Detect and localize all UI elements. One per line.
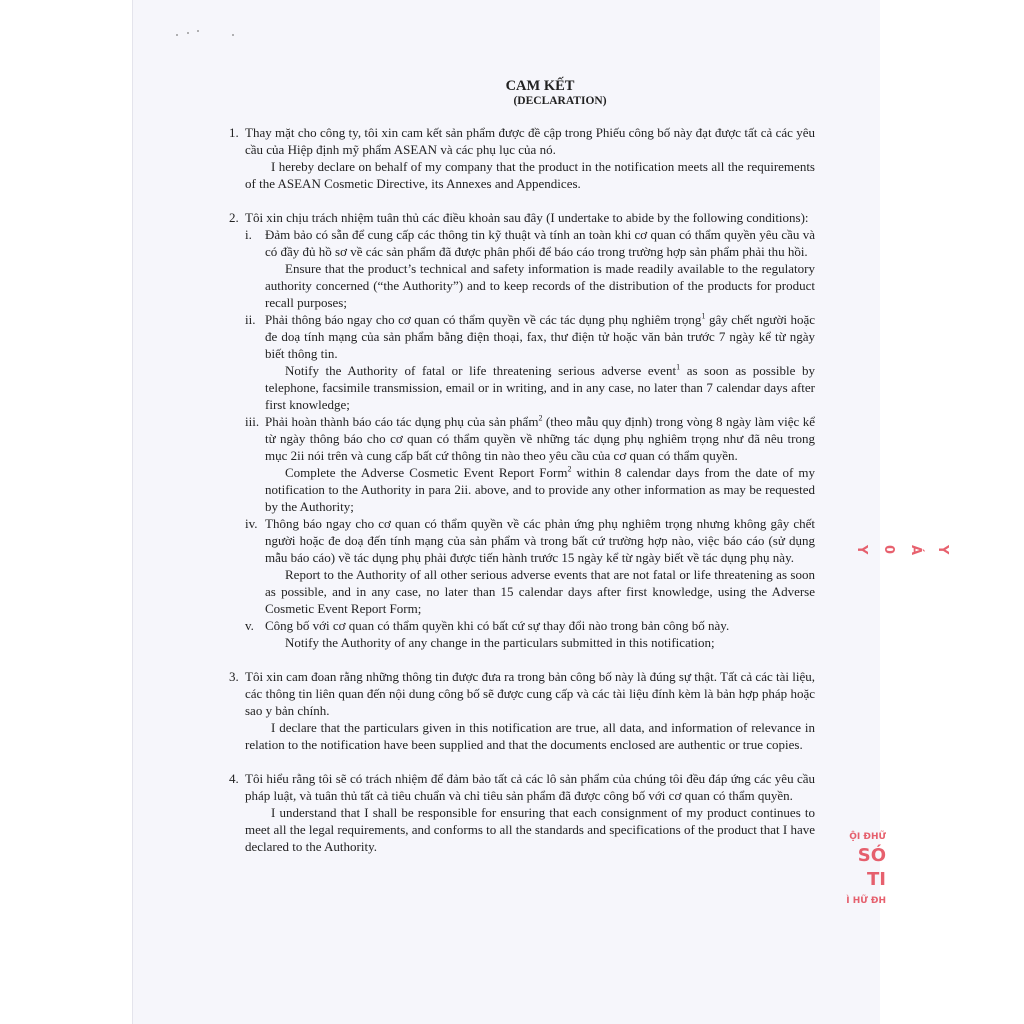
item-text-english: I hereby declare on behalf of my company that the product in the notification meets all the requirements of the ASEAN Cosmetic Directive, its Annexes and Appendices. [245, 159, 815, 191]
condition-text-vietnamese: Công bố với cơ quan có thẩm quyền khi có bất cứ sự thay đổi nào trong bản công bố này. [265, 618, 730, 633]
condition-numeral: i. [245, 227, 252, 242]
condition-text-vietnamese: Phải hoàn thành báo cáo tác dụng phụ của sản phẩm$^2$ (theo mẫu quy định) trong vòng 8 ngày làm việc kể từ ngày thông báo cho cơ quan có thẩm quyền về những tác dụng phụ nghiêm trọng như đã nêu trong mục 2ii nói trên và cung cấp bất cứ thông tin nào theo yêu cầu của cơ quan có thẩm quyền. [265, 413, 815, 463]
scan-speck [232, 34, 234, 36]
condition-text-vietnamese: Phải thông báo ngay cho cơ quan có thẩm quyền về các tác dụng phụ nghiêm trọng$^1$ gây chết người hoặc đe doạ tính mạng của sản phẩm bằng điện thoại, fax, thư điện tử hoặc văn bản trước 7 ngày kể từ ngày biết thông tin. [265, 311, 816, 361]
page-background [880, 0, 1024, 1024]
item-text-english: I understand that I shall be responsible for ensuring that each consignment of my product continues to meet all the legal requirements, and conforms to all the standards and specifications of the product that I have declared to the Authority. [245, 805, 816, 854]
condition-iv [245, 515, 815, 617]
declaration-item-1 [229, 124, 815, 192]
condition-iii [245, 413, 815, 515]
red-stamp-edge-upper: Y Á 0 Y [854, 545, 950, 556]
condition-ii [245, 311, 815, 413]
footnote-mark: 1 [676, 362, 681, 372]
condition-text-english: Report to the Authority of all other serious adverse events that are not fatal or life threatening as soon as possible, and in any case, no later than 15 calendar days after first knowledge, using the Adverse Cosmetic Event Report Form; [265, 567, 815, 616]
declaration-item-2 [229, 209, 815, 651]
scan-speck [187, 32, 189, 34]
condition-text-english: Ensure that the product’s technical and safety information is made readily available to the regulatory authority concerned (“the Authority”) and to keep records of the distribution of the products for product recall purposes; [265, 261, 815, 310]
declaration-item-3 [229, 668, 815, 753]
footnote-mark: 1 [701, 311, 706, 321]
item-number: 2. [229, 210, 239, 225]
condition-text-english: Notify the Authority of fatal or life threatening serious adverse event$^1$ as soon as possible by telephone, facsimile transmission, email or in writing, and in any case, no later than 7 calendar days after first knowledge; [265, 362, 815, 412]
condition-numeral: v. [245, 618, 254, 633]
item-number: 1. [229, 125, 239, 140]
condition-text-vietnamese: Đảm bảo có sẵn để cung cấp các thông tin kỹ thuật và tính an toàn khi cơ quan có thẩm quyền yêu cầu và có đầy đủ hồ sơ về các sản phẩm đã được phân phối để báo cáo trong trường hợp sản phẩm phải thu hồi. [265, 227, 815, 259]
declaration-body [229, 124, 815, 855]
condition-numeral: iii. [245, 414, 260, 429]
item-intro: Tôi xin chịu trách nhiệm tuân thủ các điều khoản sau đây (I undertake to abide by the following conditions): [245, 210, 809, 225]
footnote-mark: 2 [538, 413, 543, 423]
condition-numeral: ii. [245, 312, 256, 327]
condition-i [245, 226, 815, 311]
scan-speck [197, 30, 199, 32]
condition-text-english: Notify the Authority of any change in the particulars submitted in this notification; [285, 635, 715, 650]
item-text-english: I declare that the particulars given in this notification are true, all data, and information of relevance in relation to the notification have been supplied and that the documents enclosed are authentic or true copies. [245, 720, 815, 752]
document-title: CAM KẾT [505, 78, 575, 94]
scan-speck [176, 34, 178, 36]
red-stamp-edge-lower: ỘI ĐHỮ SÓ TI Ì HỮ ĐH [846, 832, 886, 906]
document-subtitle: (DECLARATION) [513, 95, 607, 107]
condition-text-english: Complete the Adverse Cosmetic Event Report Form$^2$ within 8 calendar days from the date of my notification to the Authority in para 2ii. above, and to provide any other information as may be requested by the Authority; [265, 464, 815, 514]
item-text-vietnamese: Tôi xin cam đoan rằng những thông tin được đưa ra trong bản công bố này là đúng sự thật. Tất cả các tài liệu, các thông tin liên quan đến nội dung công bố sẽ được cung cấp và các tài liệu đính kèm là bản hợp pháp hoặc sao y bản chính. [245, 669, 815, 718]
condition-numeral: iv. [245, 516, 258, 531]
condition-v [245, 617, 815, 651]
footnote-mark: 2 [567, 464, 572, 474]
item-text-vietnamese: Thay mặt cho công ty, tôi xin cam kết sản phẩm được đề cập trong Phiếu công bố này đạt được tất cả các yêu cầu của Hiệp định mỹ phẩm ASEAN và các phụ lục của nó. [245, 125, 815, 157]
item-text-vietnamese: Tôi hiểu rằng tôi sẽ có trách nhiệm để đảm bảo tất cả các lô sản phẩm của chúng tôi đều đáp ứng các yêu cầu pháp luật, và tuân thủ tất cả tiêu chuẩn và chỉ tiêu sản phẩm đã được công bố với cơ quan có thẩm quyền. [245, 771, 815, 803]
condition-text-vietnamese: Thông báo ngay cho cơ quan có thẩm quyền về các phản ứng phụ nghiêm trọng nhưng không gây chết người hoặc đe doạ đến tính mạng của sản phẩm và trong bất cứ trường hợp nào, việc báo cáo (sử dụng mẫu báo cáo) về tác dụng phụ phải được tiến hành trước 15 ngày kể từ ngày biết về tác dụng phụ này. [265, 516, 815, 565]
declaration-item-4 [229, 770, 815, 855]
item-number: 3. [229, 669, 239, 684]
item-number: 4. [229, 771, 239, 786]
